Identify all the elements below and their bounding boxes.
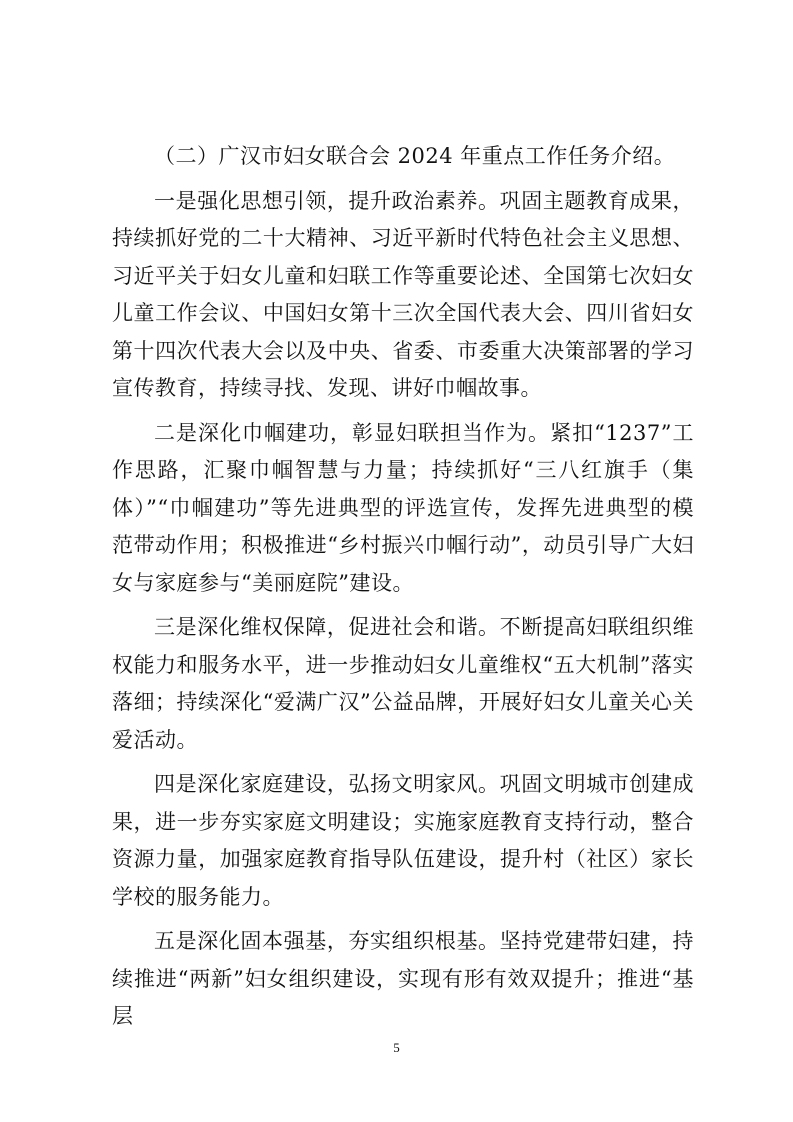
paragraph-3	[112, 609, 694, 759]
paragraph-5-body: 坚持党建带妇建，持续推进“两新”妇女组织建设，实现有形有效双提升；推进“基层	[112, 929, 695, 1028]
paragraph-4	[112, 766, 694, 916]
paragraph-4-body: 巩固文明城市创建成果，进一步夯实家庭文明建设；实施家庭教育支持行动，整合资源力量，加强家庭教育指导队伍建设，提升村（社区）家长学校的服务能力。	[112, 772, 695, 909]
paragraph-2-lead: 二是深化巾帼建功，彰显妇联担当作为。	[154, 420, 551, 445]
paragraph-2	[112, 415, 694, 603]
paragraph-1-body: 巩固主题教育成果，持续抓好党的二十大精神、习近平新时代特色社会主义思想、习近平关于妇女儿童和妇联工作等重要论述、全国第七次妇女儿童工作会议、中国妇女第十三次全国代表大会、四川省妇女第十四次代表大会以及中央、省委、市委重大决策部署的学习宣传教育，持续寻找、发现、讲好巾帼故事。	[112, 188, 695, 400]
paragraph-3-lead: 三是深化维权保障，促进社会和谐。	[154, 615, 500, 639]
paragraph-1-lead: 一是强化思想引领，提升政治素养。	[154, 188, 500, 213]
paragraph-5	[112, 923, 694, 1036]
page-number: 5	[393, 1040, 400, 1055]
document-body	[112, 138, 694, 1043]
paragraph-1	[112, 183, 694, 408]
section-heading: （二）广汉市妇女联合会 2024 年重点工作任务介绍。	[154, 144, 676, 168]
paragraph-2-body: 紧扣“1237”工作思路，汇聚巾帼智慧与力量；持续抓好“三八红旗手（集体）”“巾帼建功”等先进典型的评选宣传，发挥先进典型的模范带动作用；积极推进“乡村振兴巾帼行动”，动员引导广大妇女与家庭参与“美丽庭院”建设。	[112, 420, 695, 595]
paragraph-5-lead: 五是深化固本强基，夯实组织根基。	[154, 929, 500, 953]
paragraph-3-body: 不断提高妇联组织维权能力和服务水平，进一步推动妇女儿童维权“五大机制”落实落细；持续深化“爱满广汉”公益品牌，开展好妇女儿童关心关爱活动。	[112, 615, 695, 752]
paragraph-4-lead: 四是深化家庭建设，弘扬文明家风。	[154, 772, 500, 796]
